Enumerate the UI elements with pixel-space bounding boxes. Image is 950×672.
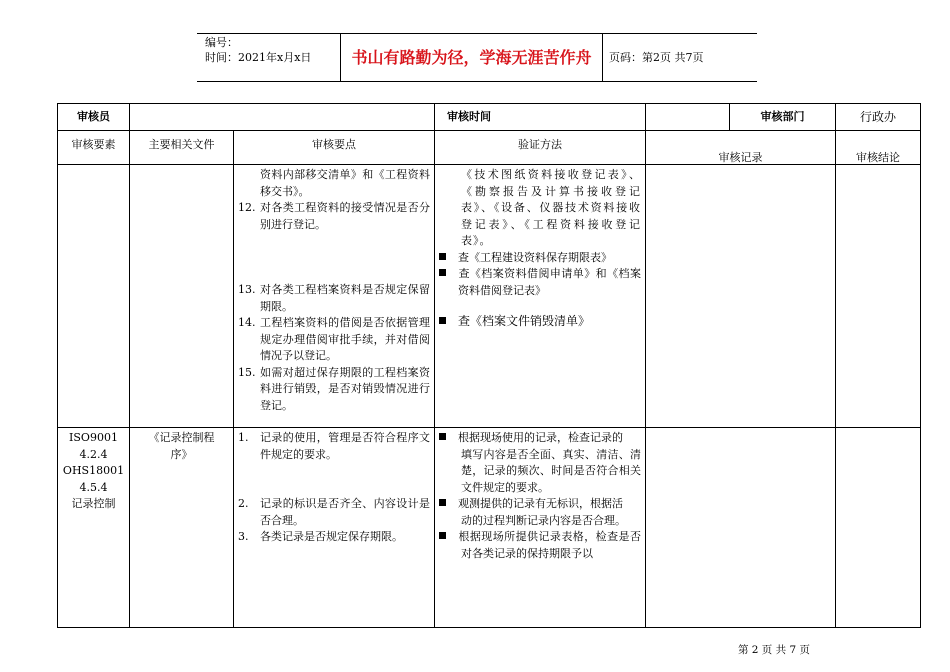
list-item: 2. 记录的标识是否齐全、内容设计是否合理。 xyxy=(238,497,430,527)
audit-time-label: 审核时间 xyxy=(435,104,646,131)
audit-points-cell xyxy=(234,165,435,428)
page-indicator: 页码：第2页 共7页 xyxy=(609,51,704,64)
col-audit-record: 审核记录 xyxy=(646,131,836,165)
audit-conclusion-cell xyxy=(836,428,921,628)
number-label: 编号： xyxy=(205,36,238,49)
element-cell: ISO9001 4.2.4 OHS18001 4.5.4 记录控制 xyxy=(58,428,130,628)
audit-conclusion-cell xyxy=(836,165,921,428)
verification-cell xyxy=(435,428,646,628)
auditor-label: 审核员 xyxy=(58,104,130,131)
audit-dept-label: 审核部门 xyxy=(730,104,836,131)
table-row xyxy=(58,428,921,628)
bullet-square-icon xyxy=(439,269,446,276)
list-item: 12. 对各类工程资料的接受情况是否分别进行登记。 xyxy=(238,201,430,231)
bullet-square-icon xyxy=(439,499,446,506)
list-item: 《技术图纸资料接收登记表》、《勘察报告及计算书接收登记表》、《设备、仪器技术资料接收登记表》、《工程资料接收登记表》。 xyxy=(461,168,641,247)
footer-page-number: 第 2 页 共 7 页 xyxy=(737,644,810,656)
audit-points-cell xyxy=(234,428,435,628)
list-item: 查《档案资料借阅申请单》和《档案资料借阅登记表》 xyxy=(439,266,641,299)
list-item: 14. 工程档案资料的借阅是否依据管理规定办理借阅审批手续，并对借阅情况予以登记。 xyxy=(238,316,430,362)
document-header xyxy=(197,33,757,82)
audit-table xyxy=(57,103,921,628)
list-item: 根据现场所提供记录表格，检查是否对各类记录的保持期限予以 xyxy=(439,529,641,562)
audit-record-cell xyxy=(646,165,836,428)
time-text: 时间：2021年x月x日 xyxy=(205,51,312,64)
list-item: 查《档案文件销毁清单》 xyxy=(439,313,641,330)
list-item: 填写内容是否全面、真实、清洁、清楚，记录的频次、时间是否符合相关文件规定的要求。 xyxy=(461,447,641,494)
related-doc-cell: 《记录控制程序》 xyxy=(130,428,234,628)
col-elements: 审核要素 xyxy=(58,131,130,165)
verification-cell xyxy=(435,165,646,428)
bullet-square-icon xyxy=(439,253,446,260)
list-item: 1. 记录的使用，管理是否符合程序文件规定的要求。 xyxy=(238,431,430,461)
bullet-square-icon xyxy=(439,532,446,539)
list-item: 13. 对各类工程档案资料是否规定保留期限。 xyxy=(238,283,430,313)
column-header-row xyxy=(58,131,921,165)
list-item: 观测提供的记录有无标识，根据活 xyxy=(439,496,641,513)
auditor-value xyxy=(130,104,435,131)
related-doc-cell xyxy=(130,165,234,428)
list-item: 查《工程建设资料保存期限表》 xyxy=(439,250,641,267)
element-cell xyxy=(58,165,130,428)
audit-record-cell xyxy=(646,428,836,628)
list-item: 动的过程判断记录内容是否合理。 xyxy=(461,513,626,527)
motto: 书山有路勤为径，学海无涯苦作舟 xyxy=(340,34,603,81)
list-item: 资料内部移交清单》和《工程资料移交书》。 xyxy=(260,168,430,198)
col-verification: 验证方法 xyxy=(435,131,646,165)
bullet-square-icon xyxy=(439,317,446,324)
audit-dept-value: 行政办 xyxy=(836,104,921,131)
audit-time-value xyxy=(646,104,730,131)
header-meta xyxy=(197,34,340,81)
bullet-square-icon xyxy=(439,433,446,440)
list-item: 根据现场使用的记录，检查记录的 xyxy=(439,430,641,447)
table-row xyxy=(58,165,921,428)
col-audit-conclusion: 审核结论 xyxy=(836,131,921,165)
col-related-docs: 主要相关文件 xyxy=(130,131,234,165)
list-item: 15. 如需对超过保存期限的工程档案资料进行销毁，是否对销毁情况进行登记。 xyxy=(238,365,430,412)
col-audit-points: 审核要点 xyxy=(234,131,435,165)
list-item: 3. 各类记录是否规定保存期限。 xyxy=(238,530,403,543)
auditor-row xyxy=(58,104,921,131)
